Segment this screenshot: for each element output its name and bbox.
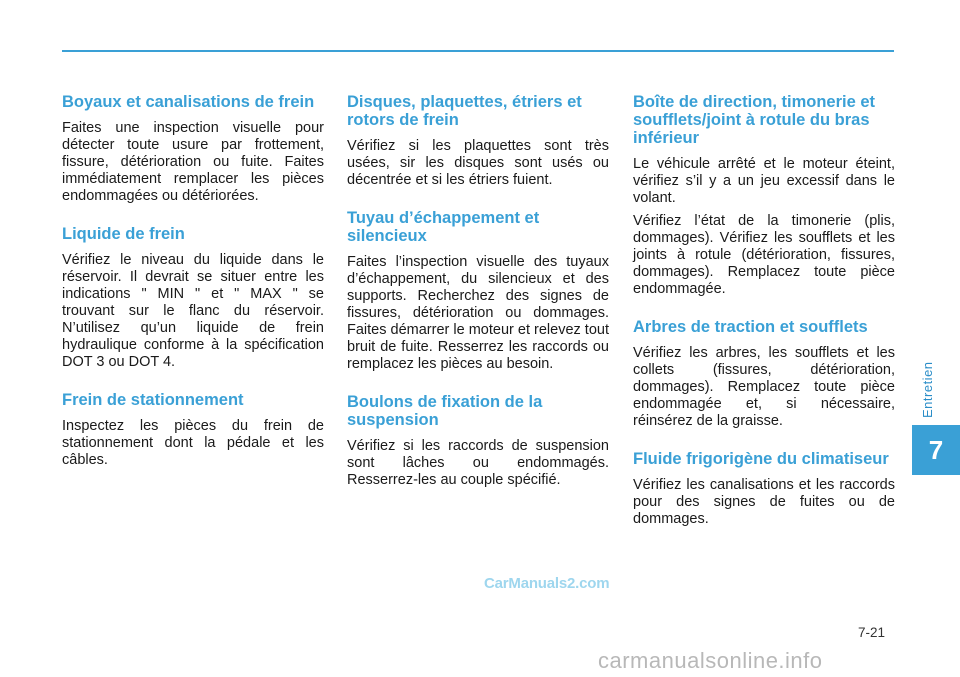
section-ac-refrigerant <box>633 450 895 528</box>
page-number: 7-21 <box>858 625 886 640</box>
chapter-side-label: Entretien <box>920 361 935 419</box>
section-paragraph: Vérifiez les arbres, les soufflets et les collets (fissures, détérioration, dommages). Remplacez toute pièce endommagée et, si nécessaire, réinsérez de la graisse. <box>633 345 895 429</box>
header-rule <box>62 50 894 52</box>
section-brake-fluid <box>62 225 324 371</box>
section-paragraph: Faites l’inspection visuelle des tuyaux d’échappement, du silencieux et des supports. Recherchez des signes de fissures, détérioration ou dommages. Faites démarrer le moteur et relevez tout bruit de fuite. Resserrez les raccords ou remplacez les pièces au besoin. <box>347 254 609 372</box>
section-paragraph: Inspectez les pièces du frein de stationnement dont la pédale et les câbles. <box>62 418 324 468</box>
watermark-link[interactable]: CarManuals2.com <box>484 575 610 592</box>
section-title: Tuyau d’échappement et silencieux <box>347 209 540 245</box>
section-paragraph: Vérifiez le niveau du liquide dans le réservoir. Il devrait se situer entre les indications " MIN " et " MAX " se trouvant sur le flanc du réservoir. N’utilisez qu’un liquide de frein hydraulique conforme à la spécification DOT 3 ou DOT 4. <box>62 252 324 370</box>
column-1 <box>62 93 324 489</box>
section-title: Boulons de fixation de la suspension <box>347 393 543 429</box>
section-title: Disques, plaquettes, étriers et rotors de frein <box>347 93 582 129</box>
section-title: Fluide frigorigène du climatiseur <box>633 450 889 468</box>
footer-watermark: carmanualsonline.info <box>598 648 823 673</box>
section-title: Frein de stationnement <box>62 391 244 409</box>
column-3 <box>633 93 895 548</box>
section-paragraph: Vérifiez si les plaquettes sont très usées, sir les disques sont usés ou décentrée et si les étriers fuient. <box>347 138 609 188</box>
section-title: Boyaux et canalisations de frein <box>62 93 315 111</box>
section-suspension-bolts <box>347 393 609 489</box>
section-exhaust <box>347 209 609 373</box>
section-paragraph: Le véhicule arrêté et le moteur éteint, vérifiez s’il y a un jeu excessif dans le volant. <box>633 156 895 206</box>
section-brake-hoses <box>62 93 324 205</box>
section-drive-shafts <box>633 318 895 430</box>
section-paragraph: Vérifiez les canalisations et les raccords pour des signes de fuites ou de dommages. <box>633 477 895 527</box>
section-parking-brake <box>62 391 324 469</box>
section-paragraph: Faites une inspection visuelle pour détecter toute usure par frottement, fissure, détérioration ou fuite. Faites immédiatement remplacer les pièces endommagées ou détériorées. <box>62 120 324 204</box>
section-steering <box>633 93 895 298</box>
chapter-number-tab: 7 <box>912 425 960 475</box>
column-2 <box>347 93 609 509</box>
section-paragraph: Vérifiez l’état de la timonerie (plis, dommages). Vérifiez les soufflets et les joints à rotule (détérioration, fissures, dommages). Remplacez toute pièce endommagée. <box>633 213 895 297</box>
section-paragraph: Vérifiez si les raccords de suspension sont lâches ou endommagés. Resserrez-les au couple spécifié. <box>347 438 609 488</box>
section-title: Liquide de frein <box>62 225 185 243</box>
section-title: Boîte de direction, timonerie et soufflets/joint à rotule du bras inférieur <box>633 93 876 147</box>
section-title: Arbres de traction et soufflets <box>633 318 868 336</box>
section-brake-discs <box>347 93 609 189</box>
